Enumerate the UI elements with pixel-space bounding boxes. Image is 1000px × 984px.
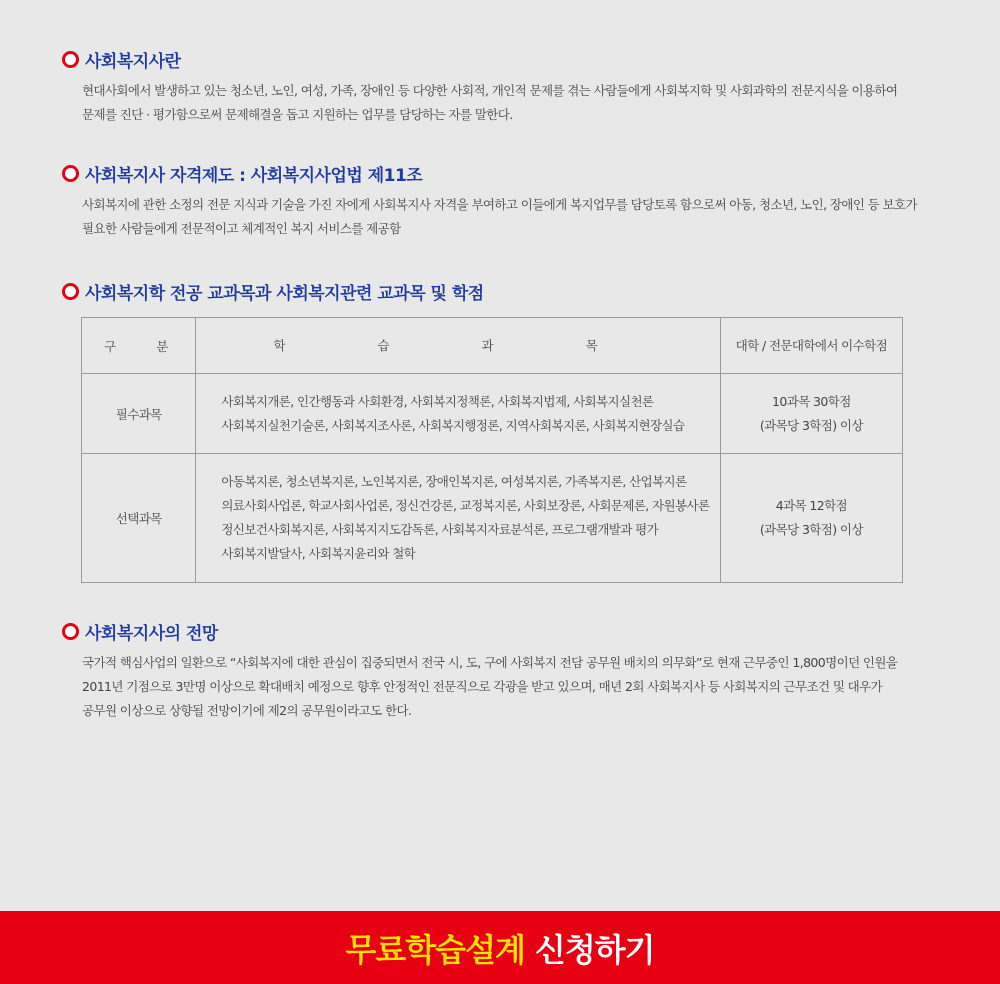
table-header-row <box>82 318 903 374</box>
paragraph-line: 현대사회에서 발생하고 있는 청소년, 노인, 여성, 가족, 장애인 등 다양한 사회적, 개인적 문제를 겪는 사람들에게 사회복지학 및 사회과학의 전문지식을 이용하여 <box>82 83 898 98</box>
table-row <box>82 374 903 454</box>
section-title: 사회복지사란 <box>85 51 181 72</box>
subject-line: 사회복지실천기술론, 사회복지조사론, 사회복지행정론, 지역사회복지론, 사회복지현장실습 <box>221 417 685 433</box>
credits-line: 10과목 30학점 <box>772 393 851 409</box>
cta-highlight-text: 무료학습설계 <box>345 930 525 969</box>
table-row <box>82 454 903 583</box>
courses-table <box>81 317 903 583</box>
row-category: 선택과목 <box>82 454 196 583</box>
section-what-is-social-worker <box>62 47 897 127</box>
subject-line: 사회복지개론, 인간행동과 사회환경, 사회복지정책론, 사회복지법제, 사회복지실천론 <box>221 393 654 409</box>
paragraph-line: 2011년 기점으로 3만명 이상으로 확대배치 예정으로 향후 안정적인 전문직으로 각광을 받고 있으며, 매년 2회 사회복지사 등 사회복지의 근무조건 및 대우가 <box>82 679 883 694</box>
section-title-row <box>62 619 897 643</box>
row-category: 필수과목 <box>82 374 196 454</box>
paragraph-line: 국가적 핵심사업의 일환으로 “사회복지에 대한 관심이 집중되면서 전국 시, 도, 구에 사회복지 전담 공무원 배치의 의무화”로 현재 근무중인 1,800명이던 인원을 <box>82 655 898 670</box>
paragraph-line: 문제를 진단 · 평가함으로써 문제해결을 돕고 지원하는 업무를 담당하는 자를 말한다. <box>82 107 513 122</box>
section-title-row <box>62 47 897 71</box>
cta-text: 신청하기 <box>534 930 655 969</box>
subject-line: 아동복지론, 청소년복지론, 노인복지론, 장애인복지론, 여성복지론, 가족복지론, 산업복지론 <box>221 474 687 489</box>
section-paragraph <box>82 193 917 241</box>
section-paragraph <box>82 79 897 127</box>
subject-line: 의료사회사업론, 학교사회사업론, 정신건강론, 교정복지론, 사회보장론, 사회문제론, 자원봉사론 <box>221 498 710 513</box>
paragraph-line: 공무원 이상으로 상향될 전망이기에 제2의 공무원이라고도 한다. <box>82 703 412 718</box>
section-courses-and-credits <box>62 279 484 303</box>
row-subjects <box>196 374 720 454</box>
header-credits: 대학 / 전문대학에서 이수학점 <box>720 318 902 374</box>
section-title: 사회복지학 전공 교과목과 사회복지관련 교과목 및 학점 <box>85 283 484 304</box>
row-credits <box>720 454 902 583</box>
section-title: 사회복지사의 전망 <box>85 623 218 644</box>
section-certification-system <box>62 161 917 241</box>
red-ring-bullet-icon <box>62 51 79 68</box>
section-title-row <box>62 279 484 303</box>
subject-line: 정신보건사회복지론, 사회복지지도감독론, 사회복지자료분석론, 프로그램개발과 평가 <box>221 522 659 537</box>
header-subjects: 학 습 과 목 <box>196 318 720 374</box>
paragraph-line: 필요한 사람들에게 전문적이고 체계적인 복지 서비스를 제공함 <box>82 221 401 236</box>
row-subjects <box>196 454 720 583</box>
red-ring-bullet-icon <box>62 623 79 640</box>
credits-line: (과목당 3학점) 이상 <box>759 522 863 537</box>
free-study-plan-apply-button[interactable] <box>0 911 1000 984</box>
credits-line: (과목당 3학점) 이상 <box>759 417 863 433</box>
paragraph-line: 사회복지에 관한 소정의 전문 지식과 기술을 가진 자에게 사회복지사 자격을 부여하고 이들에게 복지업무를 담당토록 함으로써 아동, 청소년, 노인, 장애인 등 보호가 <box>82 197 917 212</box>
red-ring-bullet-icon <box>62 283 79 300</box>
red-ring-bullet-icon <box>62 165 79 182</box>
row-credits <box>720 374 902 454</box>
section-title-row <box>62 161 917 185</box>
section-paragraph <box>82 651 897 723</box>
section-outlook <box>62 619 897 723</box>
header-category: 구 분 <box>82 318 196 374</box>
section-title: 사회복지사 자격제도 : 사회복지사업법 제11조 <box>85 165 423 186</box>
subject-line: 사회복지발달사, 사회복지윤리와 철학 <box>221 546 416 561</box>
credits-line: 4과목 12학점 <box>775 498 848 513</box>
